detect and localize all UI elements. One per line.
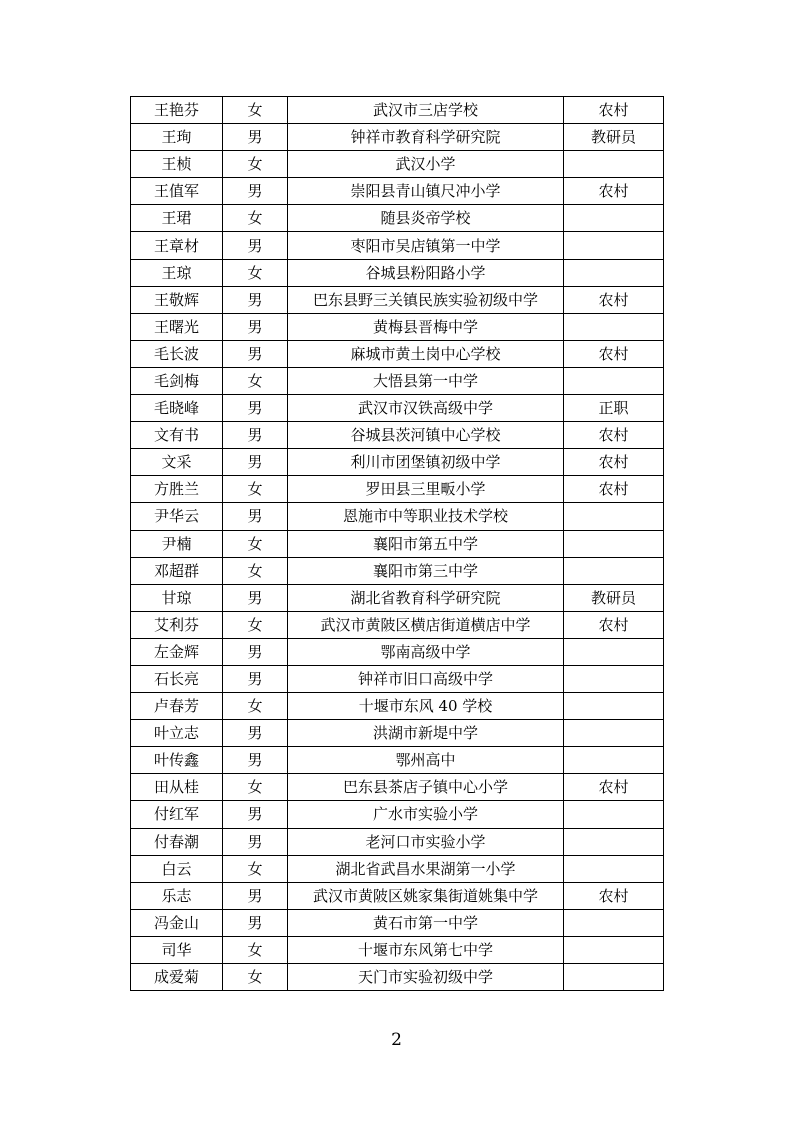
- school-cell: 随县炎帝学校: [288, 205, 564, 232]
- name-cell: 付春潮: [131, 828, 223, 855]
- table-row: [131, 395, 664, 422]
- name-cell: 付红军: [131, 801, 223, 828]
- note-cell: 农村: [564, 340, 664, 367]
- note-cell: [564, 909, 664, 936]
- note-cell: [564, 801, 664, 828]
- table-row: [131, 151, 664, 178]
- school-cell: 崇阳县青山镇尺冲小学: [288, 178, 564, 205]
- gender-cell: 男: [223, 503, 288, 530]
- school-cell: 武汉小学: [288, 151, 564, 178]
- school-cell: 武汉市三店学校: [288, 97, 564, 124]
- table-row: [131, 611, 664, 638]
- table-row: [131, 801, 664, 828]
- note-cell: 正职: [564, 395, 664, 422]
- table-row: [131, 178, 664, 205]
- name-cell: 司华: [131, 936, 223, 963]
- school-cell: 恩施市中等职业技术学校: [288, 503, 564, 530]
- name-cell: 文采: [131, 449, 223, 476]
- gender-cell: 女: [223, 151, 288, 178]
- table-row: [131, 909, 664, 936]
- school-cell: 黄梅县晋梅中学: [288, 313, 564, 340]
- name-cell: 尹楠: [131, 530, 223, 557]
- name-cell: 白云: [131, 855, 223, 882]
- note-cell: 农村: [564, 774, 664, 801]
- gender-cell: 男: [223, 720, 288, 747]
- school-cell: 枣阳市吴店镇第一中学: [288, 232, 564, 259]
- table-row: [131, 855, 664, 882]
- note-cell: [564, 313, 664, 340]
- page-number: 2: [391, 1030, 402, 1050]
- gender-cell: 男: [223, 584, 288, 611]
- table-row: [131, 774, 664, 801]
- name-cell: 叶传鑫: [131, 747, 223, 774]
- gender-cell: 女: [223, 557, 288, 584]
- note-cell: [564, 367, 664, 394]
- school-cell: 广水市实验小学: [288, 801, 564, 828]
- note-cell: [564, 828, 664, 855]
- school-cell: 老河口市实验小学: [288, 828, 564, 855]
- name-cell: 王艳芬: [131, 97, 223, 124]
- note-cell: [564, 936, 664, 963]
- note-cell: [564, 530, 664, 557]
- note-cell: [564, 855, 664, 882]
- note-cell: [564, 503, 664, 530]
- note-cell: 农村: [564, 449, 664, 476]
- table-row: [131, 828, 664, 855]
- note-cell: [564, 205, 664, 232]
- school-cell: 武汉市汉铁高级中学: [288, 395, 564, 422]
- school-cell: 利川市团堡镇初级中学: [288, 449, 564, 476]
- note-cell: [564, 638, 664, 665]
- gender-cell: 女: [223, 97, 288, 124]
- table-row: [131, 936, 664, 963]
- school-cell: 十堰市东风第七中学: [288, 936, 564, 963]
- school-cell: 谷城县粉阳路小学: [288, 259, 564, 286]
- gender-cell: 女: [223, 259, 288, 286]
- school-cell: 武汉市黄陂区姚家集街道姚集中学: [288, 882, 564, 909]
- school-cell: 天门市实验初级中学: [288, 964, 564, 991]
- table-row: [131, 97, 664, 124]
- note-cell: [564, 557, 664, 584]
- gender-cell: 男: [223, 124, 288, 151]
- gender-cell: 女: [223, 611, 288, 638]
- note-cell: 农村: [564, 97, 664, 124]
- table-row: [131, 503, 664, 530]
- gender-cell: 男: [223, 449, 288, 476]
- note-cell: [564, 747, 664, 774]
- name-cell: 王章材: [131, 232, 223, 259]
- gender-cell: 女: [223, 774, 288, 801]
- note-cell: [564, 665, 664, 692]
- school-cell: 钟祥市旧口高级中学: [288, 665, 564, 692]
- table-row: [131, 449, 664, 476]
- name-cell: 王桢: [131, 151, 223, 178]
- name-cell: 毛剑梅: [131, 367, 223, 394]
- gender-cell: 男: [223, 232, 288, 259]
- school-cell: 武汉市黄陂区横店街道横店中学: [288, 611, 564, 638]
- name-cell: 冯金山: [131, 909, 223, 936]
- name-cell: 王珺: [131, 205, 223, 232]
- name-cell: 卢春芳: [131, 693, 223, 720]
- note-cell: [564, 232, 664, 259]
- note-cell: 农村: [564, 882, 664, 909]
- gender-cell: 男: [223, 747, 288, 774]
- table-row: [131, 232, 664, 259]
- gender-cell: 女: [223, 476, 288, 503]
- name-cell: 成爱菊: [131, 964, 223, 991]
- school-cell: 洪湖市新堤中学: [288, 720, 564, 747]
- school-cell: 麻城市黄土岗中心学校: [288, 340, 564, 367]
- table-row: [131, 367, 664, 394]
- name-cell: 乐志: [131, 882, 223, 909]
- table-row: [131, 584, 664, 611]
- name-cell: 甘琼: [131, 584, 223, 611]
- school-cell: 大悟县第一中学: [288, 367, 564, 394]
- name-cell: 田从桂: [131, 774, 223, 801]
- note-cell: 教研员: [564, 584, 664, 611]
- school-cell: 襄阳市第五中学: [288, 530, 564, 557]
- table-row: [131, 557, 664, 584]
- name-cell: 方胜兰: [131, 476, 223, 503]
- school-cell: 钟祥市教育科学研究院: [288, 124, 564, 151]
- gender-cell: 女: [223, 367, 288, 394]
- table-row: [131, 720, 664, 747]
- table-row: [131, 665, 664, 692]
- gender-cell: 男: [223, 801, 288, 828]
- note-cell: 教研员: [564, 124, 664, 151]
- name-cell: 邓超群: [131, 557, 223, 584]
- roster-table-body: [131, 97, 664, 991]
- school-cell: 鄂南高级中学: [288, 638, 564, 665]
- note-cell: [564, 151, 664, 178]
- name-cell: 文有书: [131, 422, 223, 449]
- table-row: [131, 205, 664, 232]
- table-row: [131, 693, 664, 720]
- name-cell: 毛长波: [131, 340, 223, 367]
- gender-cell: 男: [223, 178, 288, 205]
- school-cell: 湖北省教育科学研究院: [288, 584, 564, 611]
- gender-cell: 女: [223, 964, 288, 991]
- note-cell: 农村: [564, 611, 664, 638]
- school-cell: 巴东县野三关镇民族实验初级中学: [288, 286, 564, 313]
- table-row: [131, 286, 664, 313]
- name-cell: 尹华云: [131, 503, 223, 530]
- name-cell: 王琼: [131, 259, 223, 286]
- name-cell: 石长亮: [131, 665, 223, 692]
- name-cell: 艾利芬: [131, 611, 223, 638]
- gender-cell: 男: [223, 828, 288, 855]
- table-row: [131, 259, 664, 286]
- note-cell: 农村: [564, 286, 664, 313]
- school-cell: 鄂州高中: [288, 747, 564, 774]
- note-cell: 农村: [564, 476, 664, 503]
- note-cell: 农村: [564, 422, 664, 449]
- table-row: [131, 964, 664, 991]
- gender-cell: 男: [223, 395, 288, 422]
- table-row: [131, 747, 664, 774]
- table-row: [131, 638, 664, 665]
- table-row: [131, 340, 664, 367]
- note-cell: 农村: [564, 178, 664, 205]
- gender-cell: 男: [223, 665, 288, 692]
- table-row: [131, 882, 664, 909]
- name-cell: 左金辉: [131, 638, 223, 665]
- note-cell: [564, 693, 664, 720]
- name-cell: 王值军: [131, 178, 223, 205]
- gender-cell: 男: [223, 638, 288, 665]
- note-cell: [564, 259, 664, 286]
- name-cell: 王珣: [131, 124, 223, 151]
- school-cell: 巴东县茶店子镇中心小学: [288, 774, 564, 801]
- note-cell: [564, 720, 664, 747]
- name-cell: 王曙光: [131, 313, 223, 340]
- name-cell: 叶立志: [131, 720, 223, 747]
- table-row: [131, 313, 664, 340]
- gender-cell: 男: [223, 286, 288, 313]
- gender-cell: 女: [223, 855, 288, 882]
- table-row: [131, 476, 664, 503]
- note-cell: [564, 964, 664, 991]
- school-cell: 谷城县茨河镇中心学校: [288, 422, 564, 449]
- gender-cell: 男: [223, 422, 288, 449]
- table-row: [131, 422, 664, 449]
- school-cell: 湖北省武昌水果湖第一小学: [288, 855, 564, 882]
- gender-cell: 男: [223, 340, 288, 367]
- gender-cell: 女: [223, 205, 288, 232]
- gender-cell: 女: [223, 530, 288, 557]
- school-cell: 罗田县三里畈小学: [288, 476, 564, 503]
- name-cell: 毛晓峰: [131, 395, 223, 422]
- gender-cell: 男: [223, 909, 288, 936]
- gender-cell: 男: [223, 882, 288, 909]
- school-cell: 黄石市第一中学: [288, 909, 564, 936]
- table-row: [131, 124, 664, 151]
- gender-cell: 男: [223, 313, 288, 340]
- school-cell: 十堰市东风 40 学校: [288, 693, 564, 720]
- teacher-roster-table: [130, 96, 664, 991]
- gender-cell: 女: [223, 936, 288, 963]
- gender-cell: 女: [223, 693, 288, 720]
- school-cell: 襄阳市第三中学: [288, 557, 564, 584]
- name-cell: 王敬辉: [131, 286, 223, 313]
- table-row: [131, 530, 664, 557]
